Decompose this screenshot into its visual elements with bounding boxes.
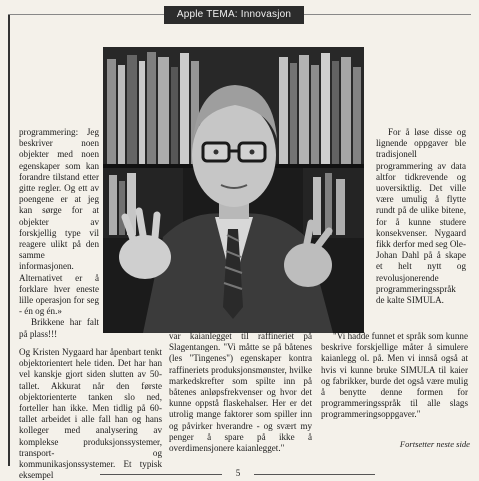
paragraph-left-cont: Brikkene har falt på plass!!! (19, 317, 99, 339)
paragraph-bottom-middle: var kaianlegget til raffineriet på Slagentangen. "Vi måtte se på båtenes (les "Tingenes") egenskaper kontra raffineriets produksjonsmønster, hvilke markedskrefter som spilte inn på båtenes anløpsfrekvenser og hvor det kunne oppstå flaskehalser. Her er det utrolig mange faktorer som spiller inn og påvirker hverandre - og svært my penger å spare på ikke å overdimensjonere kaianlegget." (169, 331, 312, 454)
article-column-left (19, 127, 99, 340)
article-column-bottom-right (321, 331, 468, 421)
article-column-bottom-left (19, 347, 162, 481)
paragraph-right: For å løse disse og lignende oppgaver ble tradisjonell programmering av data altfor tidkrevende og uoversiktlig. Det ville være umulig å flytte rundt på de ulike bitene, for å kunne studere konsekvenser. Nygaard fikk derfor med seg Ole-Johan Dahl på å skape et helt nytt og revolusjonerende programmeringsspråk de kalte SIMULA. (376, 127, 466, 306)
portrait-photo-icon (103, 47, 364, 333)
portrait-photo (103, 47, 364, 333)
paragraph-bottom-right: "Vi hadde funnet et språk som kunne beskrive forskjellige måter å simulere kaianlegg ol. på. Men vi innså også at hvis vi kunne bruke SIMULA til kaier og fabrikker, burde det også være mulig å benytte denne formen for programmeringsspråk til alle slags programmeringsoppgaver." (321, 331, 468, 420)
page-number-rule-right (254, 474, 375, 475)
left-frame-rule (8, 14, 10, 466)
page-number-rule-left (100, 474, 222, 475)
paragraph-bottom-left: Og Kristen Nygaard har åpenbart tenkt objektorientert hele tiden. Det har han vel kanskje gjort siden slutten av 50-tallet. Akkurat når den første objektorienterte tanken slo ned, forteller han ikke. Men tidlig på 60-tallet arbeidet i alle fall han og hans kolleger med analysering av komplekse produksjonssystemer, transport- og kommunikasjonssystemer. Et typisk eksempel (19, 347, 162, 481)
paragraph-left: programmering: Jeg beskriver noen objekter med noen egenskaper som kan forandre tilstand etter gitte regler. Og ett av poengene er at jeg kan sørge for at objekter av forskjellig type vil reagere ulikt på den samme informasjonen. Alternativet er å forklare hver eneste lille operasjon for seg - én og én.» (19, 127, 99, 317)
continue-note: Fortsetter neste side (399, 439, 470, 449)
section-banner: Apple TEMA: Innovasjon (164, 6, 304, 24)
article-column-right (376, 127, 466, 306)
page-number-bar (100, 470, 375, 478)
page-number: 5 (235, 468, 241, 478)
article-column-bottom-middle (169, 331, 312, 454)
